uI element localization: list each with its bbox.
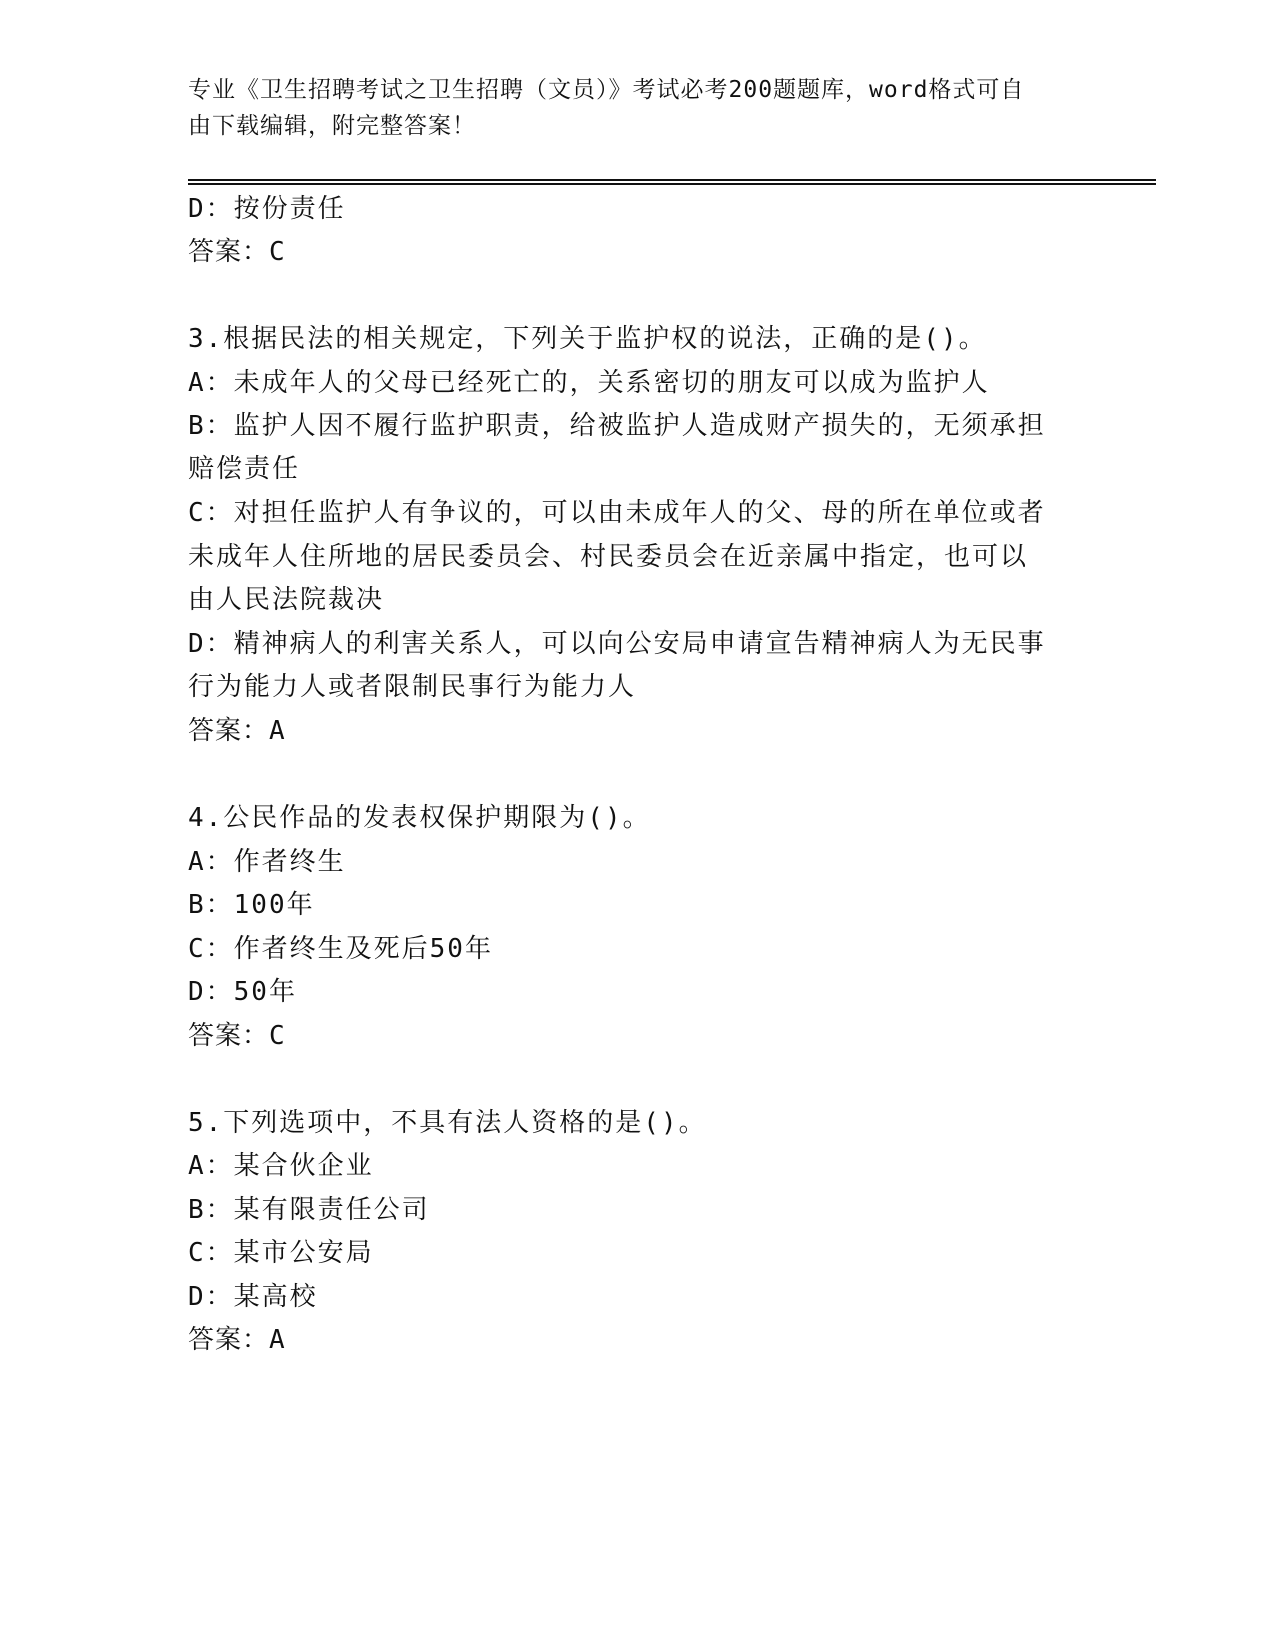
header-line-2: 由下载编辑，附完整答案！ xyxy=(188,113,476,139)
header-divider-top xyxy=(188,179,1156,181)
q3-answer xyxy=(188,710,286,747)
answer-label: 答案： xyxy=(188,1021,270,1051)
q3-option-c-line-1: C：对担任监护人有争议的，可以由未成年人的父、母的所在单位或者 xyxy=(188,498,1046,528)
answer-value: C xyxy=(269,237,286,267)
document-header xyxy=(188,72,1088,144)
answer-label: 答案： xyxy=(188,716,270,746)
q5-option-d: D：某高校 xyxy=(188,1282,318,1312)
q3-option-a: A：未成年人的父母已经死亡的，关系密切的朋友可以成为监护人 xyxy=(188,368,990,398)
q3-option-b-line-2: 赔偿责任 xyxy=(188,454,301,484)
q2-answer xyxy=(188,231,286,268)
q3-option-d-line-1: D：精神病人的利害关系人，可以向公安局申请宣告精神病人为无民事 xyxy=(188,629,1046,659)
answer-value: A xyxy=(269,1325,286,1355)
q5-answer xyxy=(188,1319,286,1356)
q3-option-c-line-3: 由人民法院裁决 xyxy=(188,585,385,615)
q4-option-c: C：作者终生及死后50年 xyxy=(188,934,493,964)
q5-option-c: C：某市公安局 xyxy=(188,1238,374,1268)
header-line-1: 专业《卫生招聘考试之卫生招聘（文员）》考试必考200题题库，word格式可自 xyxy=(188,77,1025,103)
q4-option-d: D：50年 xyxy=(188,977,297,1007)
q5-option-a: A：某合伙企业 xyxy=(188,1151,374,1181)
q5-option-b: B：某有限责任公司 xyxy=(188,1195,430,1225)
answer-label: 答案： xyxy=(188,237,270,267)
answer-label: 答案： xyxy=(188,1325,270,1355)
q4-option-b: B：100年 xyxy=(188,890,315,920)
answer-value: A xyxy=(269,716,286,746)
q5-question: 5.下列选项中，不具有法人资格的是()。 xyxy=(188,1108,707,1138)
q3-question: 3.根据民法的相关规定，下列关于监护权的说法，正确的是()。 xyxy=(188,324,987,354)
answer-value: C xyxy=(269,1021,286,1051)
q2-option-d: D：按份责任 xyxy=(188,194,346,224)
q3-option-b-line-1: B：监护人因不履行监护职责，给被监护人造成财产损失的，无须承担 xyxy=(188,411,1046,441)
q4-option-a: A：作者终生 xyxy=(188,847,346,877)
q4-answer xyxy=(188,1015,286,1052)
q3-option-d-line-2: 行为能力人或者限制民事行为能力人 xyxy=(188,672,637,702)
q4-question: 4.公民作品的发表权保护期限为()。 xyxy=(188,803,651,833)
q3-option-c-line-2: 未成年人住所地的居民委员会、村民委员会在近亲属中指定，也可以 xyxy=(188,542,1029,572)
header-divider-bottom xyxy=(188,183,1156,185)
